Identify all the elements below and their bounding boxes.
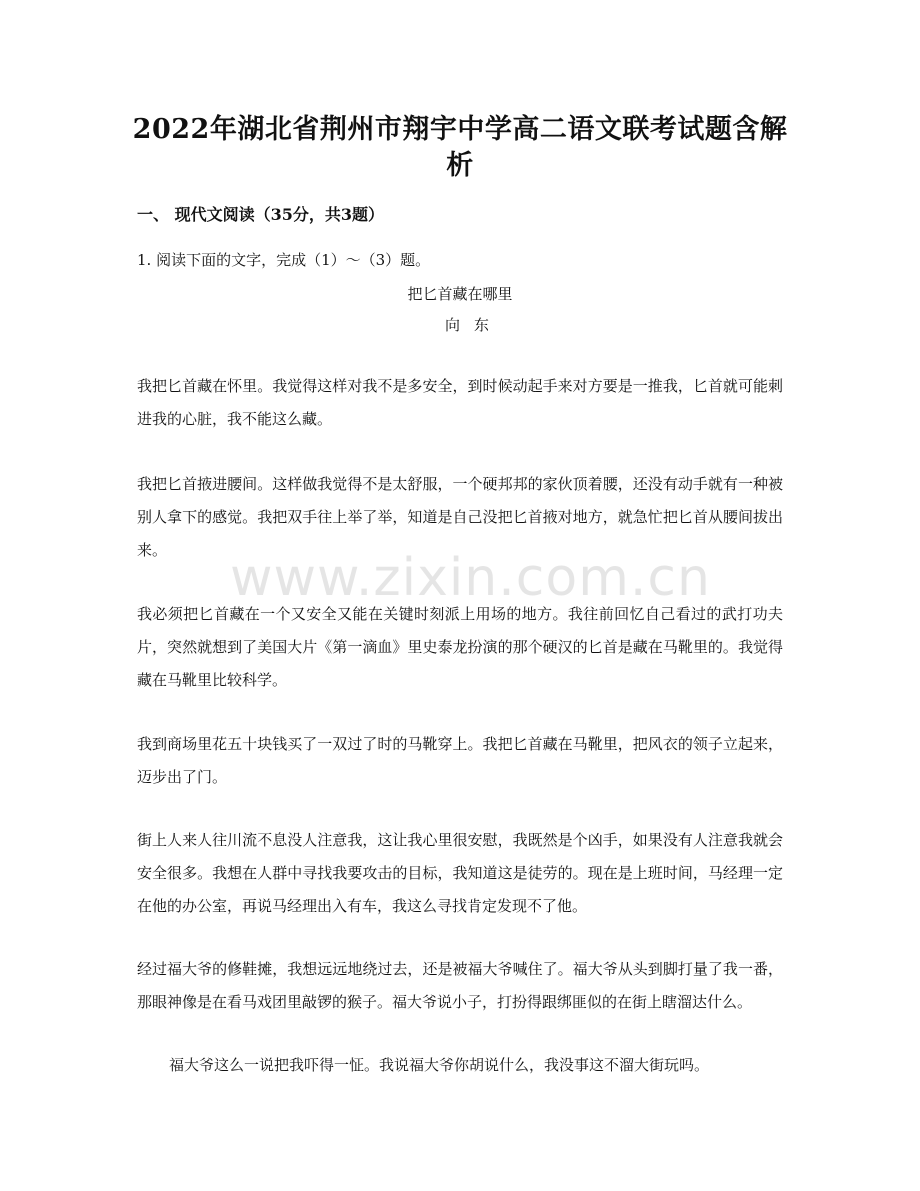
watermark: www.zixin.com.cn (230, 548, 711, 608)
question-intro: 1. 阅读下面的文字，完成（1）～（3）题。 (137, 251, 431, 269)
paragraph: 福大爷这么一说把我吓得一怔。我说福大爷你胡说什么，我没事这不溜大街玩吗。 (169, 1056, 710, 1074)
section-heading: 一、 现代文阅读（35分，共3题） (137, 205, 384, 224)
paragraph: 我到商场里花五十块钱买了一双过了时的马靴穿上。我把匕首藏在马靴里，把风衣的领子立起来，迈步出了门。 (137, 735, 783, 786)
article-author: 向东 (444, 316, 503, 334)
paragraph: 我必须把匕首藏在一个又安全又能在关键时刻派上用场的地方。我往前回忆自己看过的武打功夫片，突然就想到了美国大片《第一滴血》里史泰龙扮演的那个硬汉的匕首是藏在马靴里的。我觉得藏在马靴里比较科学。 (137, 605, 783, 689)
paragraph: 经过福大爷的修鞋摊，我想远远地绕过去，还是被福大爷喊住了。福大爷从头到脚打量了我一番，那眼神像是在看马戏团里敲锣的猴子。福大爷说小子，打扮得跟绑匪似的在街上瞎溜达什么。 (137, 960, 783, 1011)
document-title: 2022年湖北省荆州市翔宇中学高二语文联考试题含解析 (132, 114, 788, 181)
paragraph: 我把匕首掖进腰间。这样做我觉得不是太舒服，一个硬邦邦的家伙顶着腰，还没有动手就有一种被别人拿下的感觉。我把双手往上举了举，知道是自己没把匕首掖对地方，就急忙把匕首从腰间拔出来。 (137, 475, 783, 559)
article-title: 把匕首藏在哪里 (407, 285, 513, 303)
paragraph: 街上人来人往川流不息没人注意我，这让我心里很安慰，我既然是个凶手，如果没有人注意我就会安全很多。我想在人群中寻找我要攻击的目标，我知道这是徒劳的。现在是上班时间，马经理一定在他的办公室，再说马经理出入有车，我这么寻找肯定发现不了他。 (137, 831, 783, 915)
paragraph: 我把匕首藏在怀里。我觉得这样对我不是多安全，到时候动起手来对方要是一推我，匕首就可能刺进我的心脏，我不能这么藏。 (137, 377, 783, 428)
